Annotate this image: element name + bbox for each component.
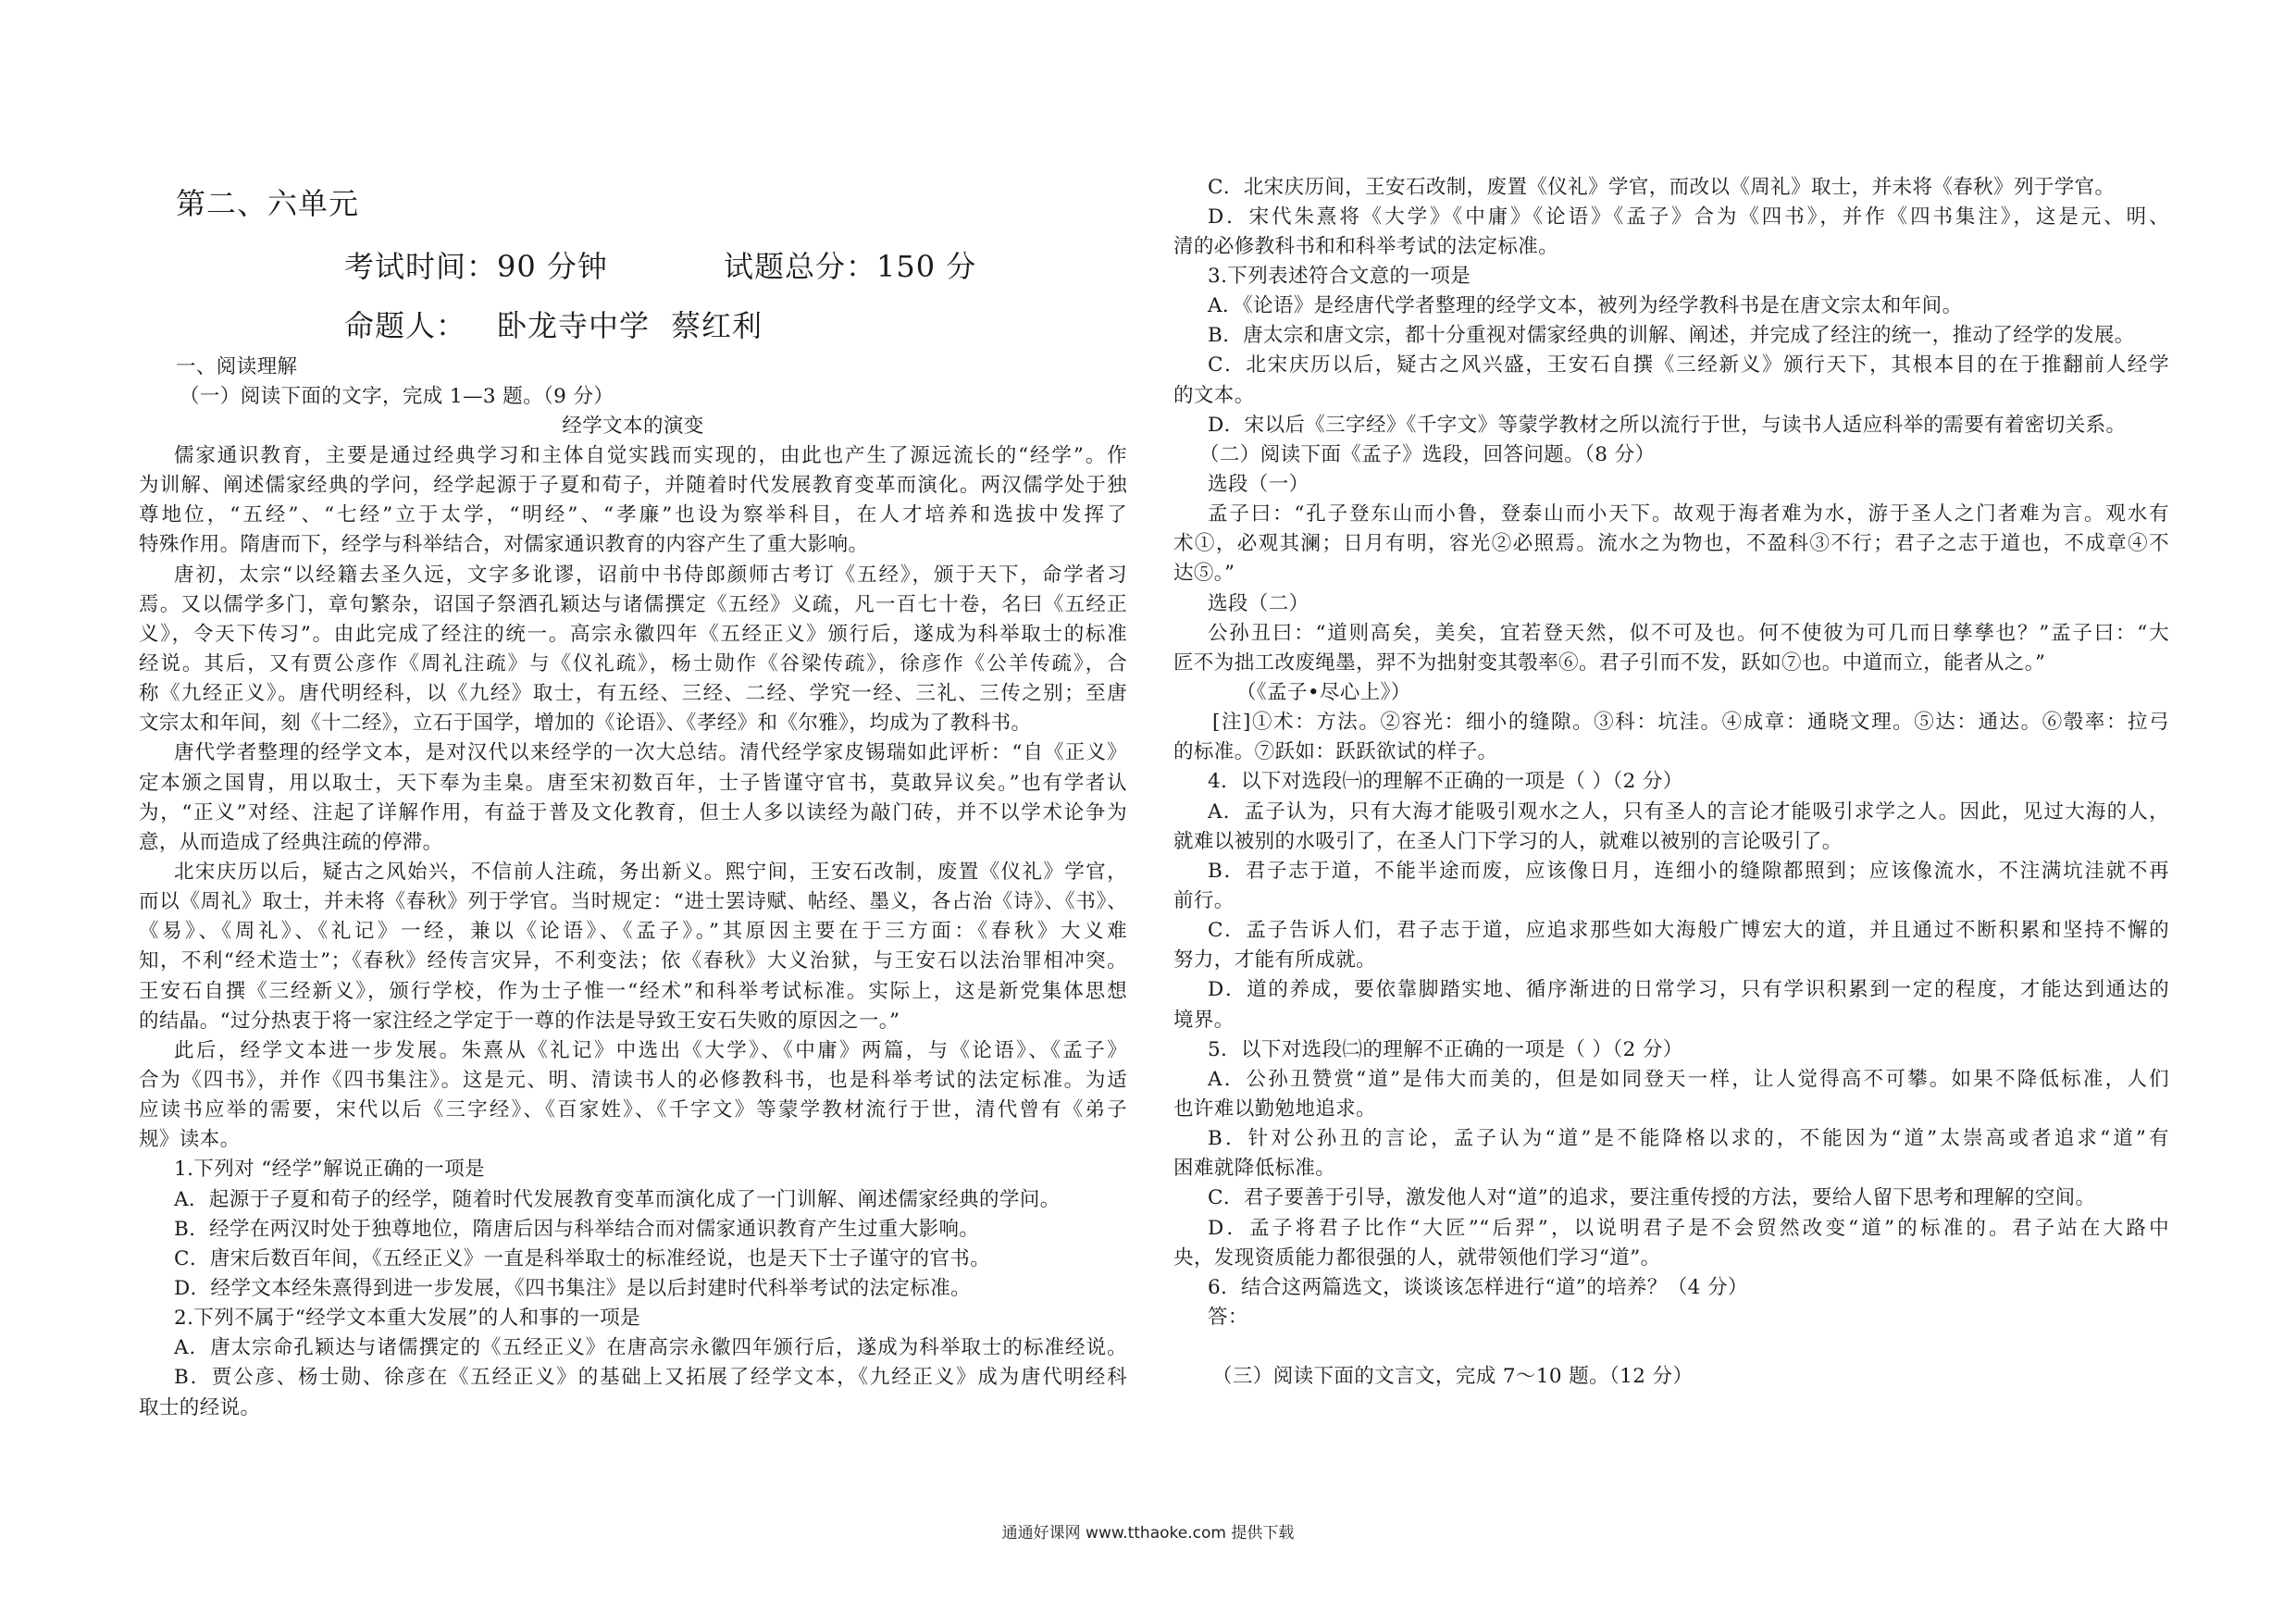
text-line: 称《九经正义》。唐代明经科，以《九经》取士，有五经、三经、二经、学究一经、三礼、三传之别；至唐 <box>139 682 1127 705</box>
question-6: 6．结合这两篇选文，谈谈该怎样进行“道”的培养？（4 分） <box>1208 1276 1748 1299</box>
total-score: 试题总分：150 分 <box>724 249 977 284</box>
question-2-option-a: A．唐太宗命孔颖达与诸儒撰定的《五经正义》在唐高宗永徽四年颁行后，遂成为科举取士的标准经说。 <box>174 1336 1127 1359</box>
footer-source: 通通好课网 www.tthaoke.com 提供下载 <box>1001 1524 1295 1542</box>
text-line: 王安石自撰《三经新义》，颁行学校，作为士子惟一“经术”和科举考试标准。实际上，这是新党集体思想 <box>139 980 1127 1003</box>
unit-title: 第二、六单元 <box>176 186 360 221</box>
text-line: 义》，令天下传习”。由此完成了经注的统一。高宗永徽四年《五经正义》颁行后，遂成为科举取士的标准 <box>139 623 1127 646</box>
answer-label: 答： <box>1208 1306 1248 1329</box>
text-line: 匠不为拙工改废绳墨，羿不为拙射变其彀率⑥。君子引而不发，跃如⑦也。中道而立，能者从之。” <box>1173 651 2046 675</box>
question-5-option-a: A．公孙丑赞赏“道”是伟大而美的，但是如同登天一样，让人觉得高不可攀。如果不降低标准，人们 <box>1208 1068 2169 1091</box>
question-2-option-d: D．宋代朱熹将《大学》《中庸》《论语》《孟子》合为《四书》，并作《四书集注》，这是元、明、 <box>1208 205 2169 229</box>
text-line: 就难以被别的水吸引了，在圣人门下学习的人，就难以被别的言论吸引了。 <box>1173 830 1843 853</box>
text-line: 也许难以勤勉地追求。 <box>1173 1097 1377 1121</box>
author-label: 命题人： <box>344 308 467 343</box>
text-line: 困难就降低标准。 <box>1173 1157 1336 1180</box>
question-1-option-b: B．经学在两汉时处于独尊地位，隋唐后因与科举结合而对儒家通识教育产生过重大影响。 <box>174 1218 980 1241</box>
question-5-option-c: C．君子要善于引导，激发他人对“道”的追求，要注重传授的方法，要给人留下思考和理解的空间。 <box>1208 1186 2096 1209</box>
source-citation: （《孟子•尽心上》） <box>1236 681 1411 704</box>
text-line: 为训解、阐述儒家经典的学问，经学起源于子夏和荀子，并随着时代发展教育变革而演化。两汉儒学处于独 <box>139 474 1127 497</box>
text-line: 而以《周礼》取士，并未将《春秋》列于学官。当时规定：“进士罢诗赋、帖经、墨义，各占治《诗》、《书》、 <box>139 890 1127 913</box>
text-line: 孟子曰：“孔子登东山而小鲁，登泰山而小天下。故观于海者难为水，游于圣人之门者难为言。观水有 <box>1208 502 2169 526</box>
subsection-2-heading: （二）阅读下面《孟子》选段，回答问题。（8 分） <box>1199 443 1656 466</box>
text-line: 的文本。 <box>1173 384 1255 407</box>
question-1: 1.下列对 “经学”解说正确的一项是 <box>174 1158 486 1181</box>
exam-time: 考试时间：90 分钟 <box>344 249 608 284</box>
text-line: 文宗太和年间，刻《十二经》，立石于国学，增加的《论语》、《孝经》和《尔雅》，均成为了教科书。 <box>139 712 1032 735</box>
text-line: 尊地位，“五经”、“七经”立于太学，“明经”、“孝廉”也设为察举科目，在人才培养和选拔中发挥了 <box>139 503 1127 527</box>
text-line: 境界。 <box>1173 1009 1235 1032</box>
text-line: 北宋庆历以后，疑古之风始兴，不信前人注疏，务出新义。熙宁间，王安石改制，废置《仪礼》学官， <box>174 861 1127 884</box>
text-line: 《易》、《周礼》、《礼记》一经，兼以《论语》、《孟子》。”其原因主要在于三方面：《春秋》大义难 <box>139 920 1127 943</box>
text-line: 意，从而造成了经典注疏的停滞。 <box>139 831 443 854</box>
text-line: 前行。 <box>1173 889 1235 912</box>
subsection-3-heading: （三）阅读下面的文言文，完成 7～10 题。（12 分） <box>1212 1365 1694 1388</box>
question-4-option-a: A．孟子认为，只有大海才能吸引观水之人，只有圣人的言论才能吸引求学之人。因此，见过大海的人， <box>1208 800 2169 824</box>
text-line: 定本颁之国胄，用以取士，天下奉为圭臬。唐至宋初数百年，士子皆谨守官书，莫敢异议矣。”也有学者认 <box>139 772 1127 795</box>
question-3-option-d: D．宋以后《三字经》《千字文》等蒙学教材之所以流行于世，与读书人适应科举的需要有着密切关系。 <box>1208 414 2127 437</box>
text-line: 合为《四书》，并作《四书集注》。这是元、明、清读书人的必修教科书，也是科举考试的法定标准。为适 <box>139 1069 1127 1092</box>
text-line: 术①，必观其澜；日月有明，容光②必照焉。流水之为物也，不盈科③不行；君子之志于道也，不成章④不 <box>1173 532 2169 555</box>
text-line: 公孙丑曰：“道则高矣，美矣，宜若登天然，似不可及也。何不使彼为可几而日孳孳也？”孟子曰：“大 <box>1208 622 2169 645</box>
question-2: 2.下列不属于“经学文本重大发展”的人和事的一项是 <box>174 1307 640 1330</box>
article-title: 经学文本的演变 <box>562 415 704 438</box>
teacher-name: 蔡红利 <box>671 308 763 343</box>
question-2-option-b: B．贾公彦、杨士勋、徐彦在《五经正义》的基础上又拓展了经学文本，《九经正义》成为唐代明经科 <box>174 1366 1127 1389</box>
text-line: 的标准。⑦跃如：跃跃欲试的样子。 <box>1173 740 1498 763</box>
text-line: 为，“正义”对经、注起了详解作用，有益于普及文化教育，但士人多以读经为敲门砖，并不以学术论争为 <box>139 801 1127 824</box>
question-5-option-d: D．孟子将君子比作“大匠”“后羿”，以说明君子是不会贸然改变“道”的标准的。君子站在大路中 <box>1208 1217 2169 1240</box>
question-3: 3.下列表述符合文意的一项是 <box>1208 265 1471 288</box>
question-2-option-c: C．北宋庆历间，王安石改制，废置《仪礼》学官，而改以《周礼》取士，并未将《春秋》列于学官。 <box>1208 176 2116 199</box>
question-4-option-c: C．孟子告诉人们，君子志于道，应追求那些如大海般广博宏大的道，并且通过不断积累和坚持不懈的 <box>1208 919 2169 942</box>
text-line: 知，不利“经术造士”；《春秋》经传言灾异，不利变法；依《春秋》大义治狱，与王安石以法治罪相冲突。 <box>139 949 1127 973</box>
excerpt-1-label: 选段（一） <box>1208 473 1309 496</box>
text-line: 特殊作用。隋唐而下，经学与科举结合，对儒家通识教育的内容产生了重大影响。 <box>139 533 869 556</box>
subsection-1-heading: （一）阅读下面的文字，完成 1—3 题。（9 分） <box>180 385 614 408</box>
question-1-option-a: A．起源于子夏和荀子的经学，随着时代发展教育变革而演化成了一门训解、阐述儒家经典的学问。 <box>174 1188 1061 1211</box>
text-line: 达⑤。” <box>1173 562 1235 585</box>
text-line: 取士的经说。 <box>139 1396 261 1419</box>
question-5: 5．以下对选段㈡的理解不正确的一项是（ ）（2 分） <box>1208 1038 1683 1061</box>
question-5-option-b: B．针对公孙丑的言论，孟子认为“道”是不能降格以求的，不能因为“道”太崇高或者追求“道”有 <box>1208 1127 2169 1150</box>
question-3-option-b: B．唐太宗和唐文宗，都十分重视对儒家经典的训解、阐述，并完成了经注的统一，推动了经学的发展。 <box>1208 324 2135 347</box>
text-line: 清的必修教科书和和科举考试的法定标准。 <box>1173 235 1559 258</box>
question-4-option-d: D．道的养成，要依靠脚踏实地、循序渐进的日常学习，只有学识积累到一定的程度，才能达到通达的 <box>1208 978 2169 1001</box>
text-line: 规》读本。 <box>139 1128 241 1151</box>
question-3-option-c: C．北宋庆历以后，疑古之风兴盛，王安石自撰《三经新义》颁行天下，其根本目的在于推翻前人经学 <box>1208 353 2169 377</box>
excerpt-2-label: 选段（二） <box>1208 592 1309 615</box>
text-line: 央，发现资质能力都很强的人，就带领他们学习“道”。 <box>1173 1246 1661 1270</box>
text-line: 的结晶。“过分热衷于将一家注经之学定于一尊的作法是导致王安石失败的原因之一。” <box>139 1010 900 1033</box>
text-line: 此后，经学文本进一步发展。朱熹从《礼记》中选出《大学》、《中庸》两篇，与《论语》、《孟子》 <box>174 1039 1127 1062</box>
question-4: 4．以下对选段㈠的理解不正确的一项是（ ）（2 分） <box>1208 770 1683 793</box>
text-line: 努力，才能有所成就。 <box>1173 948 1377 972</box>
question-4-option-b: B．君子志于道，不能半途而废，应该像日月，连细小的缝隙都照到；应该像流水，不注满坑洼就不再 <box>1208 860 2169 883</box>
text-line: 唐代学者整理的经学文本，是对汉代以来经学的一次大总结。清代经学家皮锡瑞如此评析：“自《正义》 <box>174 741 1127 764</box>
question-3-option-a: A．《论语》是经唐代学者整理的经学文本，被列为经学教科书是在唐文宗太和年间。 <box>1208 294 1963 317</box>
question-1-option-c: C．唐宋后数百年间，《五经正义》一直是科举取士的标准经说，也是天下士子谨守的官书。 <box>174 1247 991 1270</box>
text-line: 焉。又以儒学多门，章句繁杂，诏国子祭酒孔颖达与诸儒撰定《五经》义疏，凡一百七十卷，名曰《五经正 <box>139 593 1127 616</box>
text-line: 应读书应举的需要，宋代以后《三字经》、《百家姓》、《千字文》等蒙学教材流行于世，清代曾有《弟子 <box>139 1098 1127 1121</box>
school-name: 卧龙寺中学 <box>497 308 651 343</box>
annotation-notes: [注]①术：方法。②容光：细小的缝隙。③科：坑洼。④成章：通晓文理。⑤达：通达。⑥彀率：拉弓 <box>1212 711 2169 734</box>
text-line: 唐初，太宗“以经籍去圣久远，文字多讹谬，诏前中书侍郎颜师古考订《五经》，颁于天下，命学者习 <box>174 564 1127 587</box>
text-line: 儒家通识教育，主要是通过经典学习和主体自觉实践而实现的，由此也产生了源远流长的“经学”。作 <box>174 444 1127 467</box>
section-heading: 一、阅读理解 <box>176 355 298 378</box>
text-line: 经说。其后，又有贾公彦作《周礼注疏》与《仪礼疏》，杨士勋作《谷梁传疏》，徐彦作《公羊传疏》，合 <box>139 652 1127 675</box>
question-1-option-d: D．经学文本经朱熹得到进一步发展，《四书集注》是以后封建时代科举考试的法定标准。 <box>174 1277 971 1300</box>
